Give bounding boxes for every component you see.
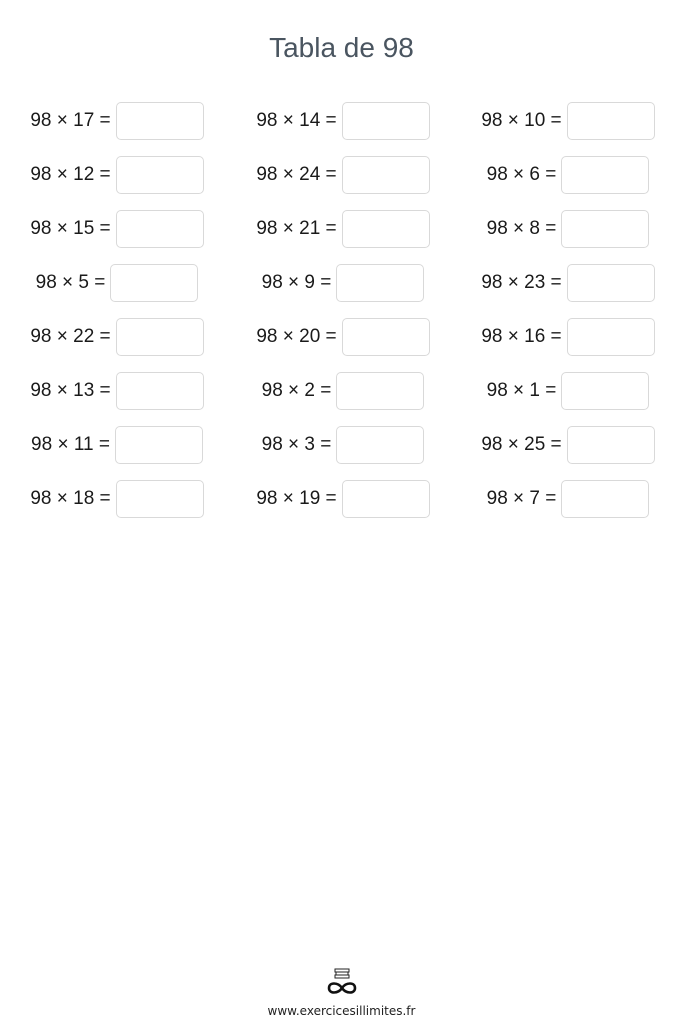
- multiplication-expression: 98 × 9 =: [261, 272, 332, 293]
- exercise-item: [22, 263, 212, 303]
- answer-input[interactable]: [336, 372, 424, 410]
- multiplication-expression: 98 × 1 =: [486, 380, 557, 401]
- answer-input[interactable]: [567, 102, 655, 140]
- exercise-item: [473, 317, 663, 357]
- answer-input[interactable]: [110, 264, 198, 302]
- multiplication-expression: 98 × 20 =: [256, 326, 337, 347]
- multiplication-expression: 98 × 15 =: [30, 218, 111, 239]
- exercise-row: [0, 425, 683, 479]
- multiplication-expression: 98 × 17 =: [30, 110, 111, 131]
- exercise-item: [248, 101, 438, 141]
- answer-input[interactable]: [561, 372, 649, 410]
- answer-input[interactable]: [561, 210, 649, 248]
- exercise-item: [22, 101, 212, 141]
- exercise-item: [22, 425, 212, 465]
- exercise-item: [473, 425, 663, 465]
- answer-input[interactable]: [342, 156, 430, 194]
- exercise-item: [473, 263, 663, 303]
- footer: [0, 966, 683, 1018]
- answer-input[interactable]: [336, 426, 424, 464]
- exercise-item: [22, 155, 212, 195]
- multiplication-expression: 98 × 24 =: [256, 164, 337, 185]
- answer-input[interactable]: [567, 264, 655, 302]
- exercise-item: [248, 479, 438, 519]
- multiplication-expression: 98 × 13 =: [30, 380, 111, 401]
- multiplication-expression: 98 × 8 =: [486, 218, 557, 239]
- exercise-item: [473, 209, 663, 249]
- multiplication-expression: 98 × 19 =: [256, 488, 337, 509]
- answer-input[interactable]: [116, 480, 204, 518]
- answer-input[interactable]: [342, 210, 430, 248]
- multiplication-expression: 98 × 3 =: [261, 434, 332, 455]
- multiplication-expression: 98 × 16 =: [481, 326, 562, 347]
- exercise-item: [473, 479, 663, 519]
- answer-input[interactable]: [561, 480, 649, 518]
- infinity-books-icon: [324, 966, 360, 998]
- multiplication-expression: 98 × 21 =: [256, 218, 337, 239]
- exercise-item: [22, 209, 212, 249]
- answer-input[interactable]: [115, 426, 203, 464]
- exercise-row: [0, 317, 683, 371]
- answer-input[interactable]: [116, 156, 204, 194]
- answer-input[interactable]: [116, 210, 204, 248]
- exercise-row: [0, 209, 683, 263]
- multiplication-expression: 98 × 18 =: [30, 488, 111, 509]
- website-link[interactable]: www.exercicesillimites.fr: [267, 1004, 416, 1018]
- exercise-row: [0, 263, 683, 317]
- answer-input[interactable]: [116, 372, 204, 410]
- answer-input[interactable]: [116, 318, 204, 356]
- multiplication-expression: 98 × 5 =: [35, 272, 106, 293]
- multiplication-expression: 98 × 6 =: [486, 164, 557, 185]
- answer-input[interactable]: [342, 318, 430, 356]
- answer-input[interactable]: [342, 102, 430, 140]
- exercise-item: [473, 155, 663, 195]
- answer-input[interactable]: [336, 264, 424, 302]
- exercise-item: [248, 425, 438, 465]
- exercise-item: [473, 101, 663, 141]
- answer-input[interactable]: [561, 156, 649, 194]
- exercise-row: [0, 155, 683, 209]
- exercise-item: [248, 317, 438, 357]
- exercise-grid: [0, 101, 683, 533]
- multiplication-expression: 98 × 7 =: [486, 488, 557, 509]
- exercise-item: [22, 479, 212, 519]
- exercise-item: [248, 371, 438, 411]
- multiplication-expression: 98 × 12 =: [30, 164, 111, 185]
- exercise-row: [0, 101, 683, 155]
- answer-input[interactable]: [342, 480, 430, 518]
- exercise-item: [248, 209, 438, 249]
- exercise-item: [248, 263, 438, 303]
- multiplication-expression: 98 × 10 =: [481, 110, 562, 131]
- answer-input[interactable]: [567, 426, 655, 464]
- answer-input[interactable]: [567, 318, 655, 356]
- answer-input[interactable]: [116, 102, 204, 140]
- multiplication-expression: 98 × 11 =: [31, 434, 110, 455]
- exercise-item: [248, 155, 438, 195]
- multiplication-expression: 98 × 25 =: [481, 434, 562, 455]
- multiplication-expression: 98 × 22 =: [30, 326, 111, 347]
- exercise-item: [22, 371, 212, 411]
- exercise-item: [473, 371, 663, 411]
- multiplication-expression: 98 × 14 =: [256, 110, 337, 131]
- exercise-item: [22, 317, 212, 357]
- page-title: Tabla de 98: [269, 32, 414, 63]
- multiplication-expression: 98 × 23 =: [481, 272, 562, 293]
- exercise-row: [0, 371, 683, 425]
- multiplication-expression: 98 × 2 =: [261, 380, 332, 401]
- exercise-row: [0, 479, 683, 533]
